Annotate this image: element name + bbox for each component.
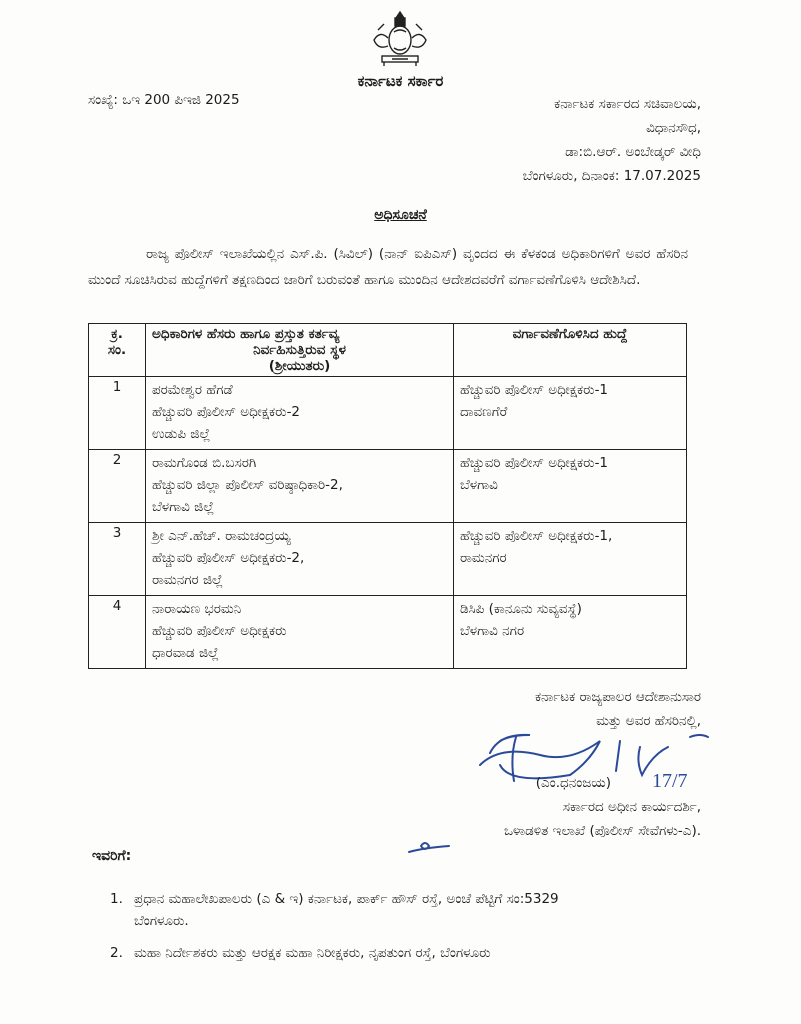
officer-post: ಹೆಚ್ಚುವರಿ ಪೊಲೀಸ್ ಅಧೀಕ್ಷಕರು-2, bbox=[152, 550, 305, 566]
authority-line: ಮತ್ತು ಅವರ ಹೆಸರಿನಲ್ಲಿ, bbox=[596, 713, 701, 729]
officer-cell bbox=[146, 596, 454, 669]
table-row bbox=[89, 377, 687, 450]
posting-place: ಬೆಳಗಾವಿ ನಗರ bbox=[460, 623, 525, 639]
list-text: ಪ್ರಧಾನ ಮಹಾಲೇಖಪಾಲರು (ಎ & ಇ) ಕರ್ನಾಟಕ, ಪಾರ್ಕ್ ಹೌಸ್ ರಸ್ತೆ, ಅಂಚೆ ಪೆಟ್ಟಿಗೆ ಸಂ:5329 bbox=[134, 891, 559, 907]
officer-post: ಹೆಚ್ಚುವರಿ ಪೊಲೀಸ್ ಅಧೀಕ್ಷಕರು-2 bbox=[152, 404, 301, 420]
officer-place: ರಾಮನಗರ ಜಿಲ್ಲೆ bbox=[152, 572, 223, 588]
header-text: ನಿರ್ವಹಿಸುತ್ತಿರುವ ಸ್ಥಳ bbox=[253, 342, 346, 358]
header-text: ಸಂ. bbox=[107, 342, 127, 358]
designation-line: ಒಳಾಡಳಿತ ಇಲಾಖೆ (ಪೊಲೀಸ್ ಸೇವೆಗಳು-ಎ). bbox=[503, 823, 701, 839]
table-row bbox=[89, 450, 687, 523]
officer-cell bbox=[146, 450, 454, 523]
copy-to-list bbox=[110, 888, 710, 974]
posting-cell bbox=[454, 596, 687, 669]
table-header-row bbox=[89, 324, 687, 377]
list-text: ಬೆಂಗಳೂರು. bbox=[134, 913, 189, 929]
list-number: 2. bbox=[110, 945, 123, 961]
posting-place: ದಾವಣಗೆರೆ bbox=[460, 404, 508, 420]
table-row bbox=[89, 596, 687, 669]
address-line: ಡಾ:ಬಿ.ಆರ್. ಅಂಬೇಡ್ಕರ್ ವೀಧಿ bbox=[565, 144, 701, 160]
ink-tick-mark-icon bbox=[405, 836, 455, 862]
handwritten-date: 17/7 bbox=[652, 770, 688, 792]
posting-place: ಬೆಳಗಾವಿ bbox=[460, 477, 498, 493]
office-address bbox=[523, 92, 701, 188]
officer-signature-block bbox=[504, 771, 701, 843]
row-number: 4 bbox=[89, 596, 146, 669]
posting-post: ಡಿಸಿಪಿ (ಕಾನೂನು ಸುವ್ಯವಸ್ಥೆ) bbox=[460, 601, 582, 617]
notification-heading: ಅಧಿಸೂಚನೆ bbox=[374, 207, 427, 223]
reference-number: ಸಂಖ್ಯೆ: ಒಇ 200 ಪಿಇಜಿ 2025 bbox=[88, 92, 240, 108]
header-officer bbox=[146, 324, 454, 377]
officer-name: ಶ್ರೀ ಎನ್.ಹೆಚ್. ರಾಮಚಂದ್ರಯ್ಯ bbox=[152, 528, 291, 544]
document-title: ಕರ್ನಾಟಕ ಸರ್ಕಾರ bbox=[357, 72, 444, 90]
posting-post: ಹೆಚ್ಚುವರಿ ಪೊಲೀಸ್ ಅಧೀಕ್ಷಕರು-1, bbox=[460, 528, 613, 544]
posting-cell bbox=[454, 523, 687, 596]
row-number: 2 bbox=[89, 450, 146, 523]
list-item bbox=[110, 888, 710, 932]
row-number: 3 bbox=[89, 523, 146, 596]
posting-cell bbox=[454, 377, 687, 450]
transfer-table bbox=[88, 323, 687, 669]
officer-place: ಧಾರವಾಡ ಜಿಲ್ಲೆ bbox=[152, 645, 219, 661]
posting-place: ರಾಮನಗರ bbox=[460, 550, 507, 566]
table-row bbox=[89, 523, 687, 596]
posting-cell bbox=[454, 450, 687, 523]
address-line-date: ಬೆಂಗಳೂರು, ದಿನಾಂಕ: 17.07.2025 bbox=[522, 168, 701, 184]
header-text: (ಶ್ರೀಯುತರು) bbox=[268, 358, 331, 374]
posting-post: ಹೆಚ್ಚುವರಿ ಪೊಲೀಸ್ ಅಧೀಕ್ಷಕರು-1 bbox=[460, 455, 609, 471]
row-number: 1 bbox=[89, 377, 146, 450]
notification-body: ರಾಜ್ಯ ಪೊಲೀಸ್ ಇಲಾಖೆಯಲ್ಲಿನ ಎಸ್.ಪಿ. (ಸಿವಿಲ್) (ನಾನ್ ಐಪಿಎಸ್) ವೃಂದದ ಈ ಕೆಳಕಂಡ ಅಧಿಕಾರಿಗಳಿಗೆ ಅವರ ಹೆಸರಿನ ಮುಂದೆ ಸೂಚಿಸಿರುವ ಹುದ್ದೆಗಳಿಗೆ ತಕ್ಷಣದಿಂದ ಜಾರಿಗೆ ಬರುವಂತೆ ಹಾಗೂ ಮುಂದಿನ ಆದೇಶದವರೆಗೆ ವರ್ಗಾವಣೆಗೊಳಿಸಿ ಆದೇಶಿಸಿದೆ. bbox=[88, 246, 688, 288]
header-text: ಕ್ರ. bbox=[111, 326, 123, 342]
officer-post: ಹೆಚ್ಚುವರಿ ಜಿಲ್ಲಾ ಪೊಲೀಸ್ ವರಿಷ್ಠಾಧಿಕಾರಿ-2, bbox=[152, 477, 343, 493]
copy-to-heading: ಇವರಿಗೆ: bbox=[92, 848, 132, 864]
header-posting bbox=[454, 324, 687, 377]
officer-name: ರಾಮಗೊಂಡ ಬಿ.ಬಸರಗಿ bbox=[152, 455, 257, 471]
header-text: ವರ್ಗಾವಣೆಗೊಳಿಸಿದ ಹುದ್ದೆ bbox=[512, 326, 628, 342]
list-text: ಮಹಾ ನಿರ್ದೇಶಕರು ಮತ್ತು ಆರಕ್ಷಕ ಮಹಾ ನಿರೀಕ್ಷಕರು, ನೃಪತುಂಗ ರಸ್ತೆ, ಬೆಂಗಳೂರು bbox=[134, 945, 491, 961]
officer-cell bbox=[146, 377, 454, 450]
authority-line: ಕರ್ನಾಟಕ ರಾಜ್ಯಪಾಲರ ಆದೇಶಾನುಸಾರ bbox=[534, 689, 701, 705]
officer-place: ಉಡುಪಿ ಜಿಲ್ಲೆ bbox=[152, 426, 211, 442]
posting-post: ಹೆಚ್ಚುವರಿ ಪೊಲೀಸ್ ಅಧೀಕ್ಷಕರು-1 bbox=[460, 382, 609, 398]
officer-place: ಬೆಳಗಾವಿ ಜಿಲ್ಲೆ bbox=[152, 499, 215, 515]
list-item bbox=[110, 942, 710, 964]
list-number: 1. bbox=[110, 891, 123, 907]
address-line: ಕರ್ನಾಟಕ ಸರ್ಕಾರದ ಸಚಿವಾಲಯ, bbox=[554, 96, 701, 112]
header-serial bbox=[89, 324, 146, 377]
address-line: ವಿಧಾನಸೌಧ, bbox=[646, 120, 701, 136]
officer-cell bbox=[146, 523, 454, 596]
officer-name: (ಎಂ.ಧನಂಜಯ) bbox=[535, 775, 611, 791]
officer-name: ನಾರಾಯಣ ಭರಮನಿ bbox=[152, 601, 242, 617]
designation-line: ಸರ್ಕಾರದ ಅಧೀನ ಕಾರ್ಯದರ್ಶಿ, bbox=[562, 799, 701, 815]
officer-name: ಪರಮೇಶ್ವರ ಹೆಗಡೆ bbox=[152, 382, 233, 398]
officer-post: ಹೆಚ್ಚುವರಿ ಪೊಲೀಸ್ ಅಧೀಕ್ಷಕರು bbox=[152, 623, 287, 639]
karnataka-emblem-icon bbox=[368, 8, 432, 70]
header-text: ಅಧಿಕಾರಿಗಳ ಹೆಸರು ಹಾಗೂ ಪ್ರಸ್ತುತ ಕರ್ತವ್ಯ bbox=[152, 326, 340, 342]
